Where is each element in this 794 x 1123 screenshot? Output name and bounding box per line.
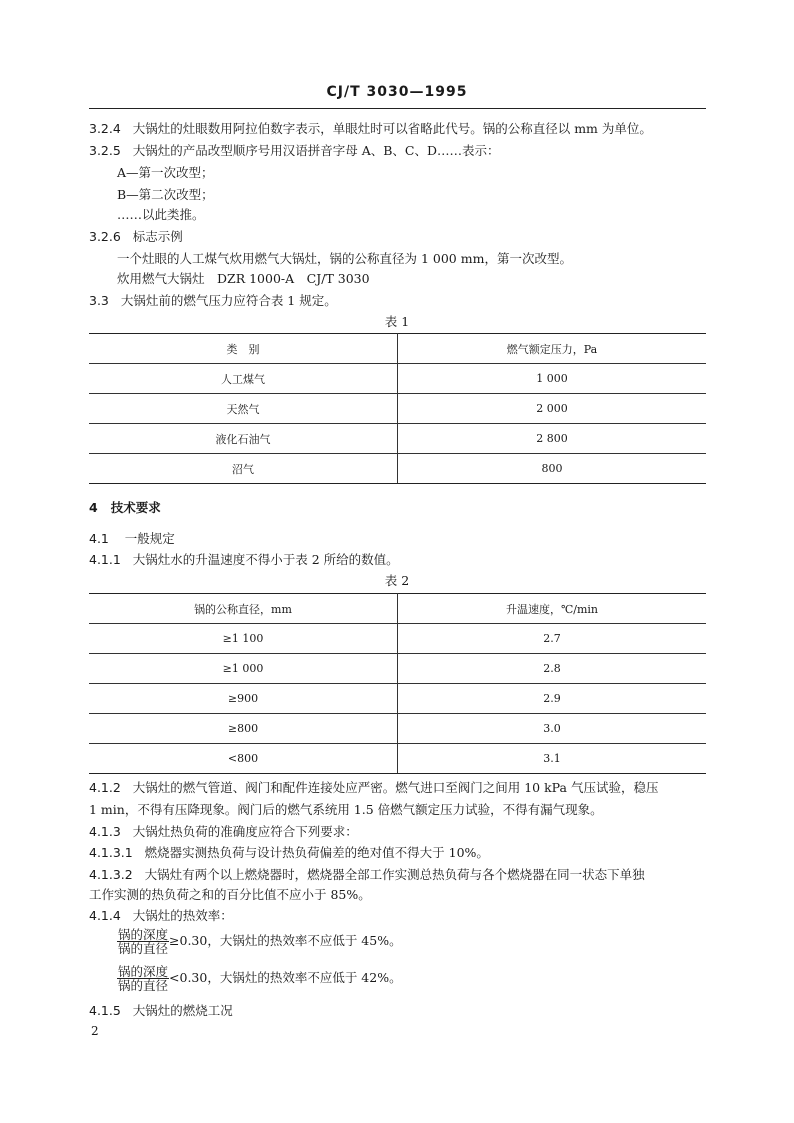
clause-4-1-3-2 bbox=[89, 866, 645, 884]
table-cell: ≥1 100 bbox=[89, 624, 398, 654]
clause-text: 大锅灶前的燃气压力应符合表 1 规定。 bbox=[120, 293, 337, 308]
column-header: 锅的公称直径，mm bbox=[89, 594, 398, 624]
clause-number: 4.1.3 bbox=[89, 824, 121, 839]
table-row bbox=[89, 744, 706, 774]
clause-4-1-2 bbox=[89, 779, 658, 797]
table-cell: <800 bbox=[89, 744, 398, 774]
clause-3-3 bbox=[89, 292, 337, 310]
column-header: 类 别 bbox=[89, 334, 398, 364]
table-1 bbox=[89, 333, 706, 484]
table-cell: 1 000 bbox=[398, 364, 707, 394]
table-row bbox=[89, 364, 706, 394]
header-rule bbox=[89, 108, 706, 109]
table-cell: 沼气 bbox=[89, 454, 398, 484]
table-row bbox=[89, 624, 706, 654]
section-title: 技术要求 bbox=[110, 500, 161, 515]
clause-number: 4.1.3.1 bbox=[89, 845, 133, 860]
clause-4-1-5 bbox=[89, 1002, 233, 1020]
clause-3-2-4 bbox=[89, 120, 652, 138]
clause-title: 大锅灶的燃烧工况 bbox=[132, 1003, 233, 1018]
table-cell: 2 800 bbox=[398, 424, 707, 454]
table-row bbox=[89, 424, 706, 454]
efficiency-condition-1 bbox=[117, 928, 402, 955]
list-item: B—第二次改型； bbox=[117, 187, 214, 202]
table-cell: 800 bbox=[398, 454, 707, 484]
clause-number: 4.1.1 bbox=[89, 552, 121, 567]
depth-diameter-fraction bbox=[117, 928, 169, 955]
clause-number: 3.3 bbox=[89, 293, 109, 308]
efficiency-condition-2 bbox=[117, 965, 402, 992]
fraction-denominator: 锅的直径 bbox=[118, 978, 169, 993]
list-item: ……以此类推。 bbox=[117, 207, 205, 222]
clause-3-2-6 bbox=[89, 228, 183, 246]
clause-3-2-5 bbox=[89, 142, 500, 160]
clause-continuation: 工作实测的热负荷之和的百分比值不应小于 85%。 bbox=[89, 887, 371, 902]
table-1-caption: 表 1 bbox=[384, 314, 410, 329]
clause-number: 3.2.4 bbox=[89, 121, 121, 136]
clause-continuation: 1 min，不得有压降现象。阀门后的燃气系统用 1.5 倍燃气额定压力试验，不得有漏气现象。 bbox=[89, 802, 603, 817]
table-header-row bbox=[89, 334, 706, 364]
clause-4-1-4 bbox=[89, 907, 233, 925]
table-cell: 3.1 bbox=[398, 744, 707, 774]
table-row bbox=[89, 684, 706, 714]
clause-number: 3.2.5 bbox=[89, 143, 121, 158]
table-cell: ≥800 bbox=[89, 714, 398, 744]
table-row bbox=[89, 454, 706, 484]
table-header-row bbox=[89, 594, 706, 624]
clause-text: 大锅灶的产品改型顺序号用汉语拼音字母 A、B、C、D……表示： bbox=[132, 143, 500, 158]
fraction-numerator: 锅的深度 bbox=[118, 964, 169, 979]
clause-4-1-3 bbox=[89, 823, 358, 841]
list-item: A—第一次改型； bbox=[117, 165, 214, 180]
table-cell: 3.0 bbox=[398, 714, 707, 744]
table-cell: ≥1 000 bbox=[89, 654, 398, 684]
clause-number: 4.1.5 bbox=[89, 1003, 121, 1018]
table-2-caption: 表 2 bbox=[384, 573, 410, 588]
table-cell: ≥900 bbox=[89, 684, 398, 714]
table-cell: 人工煤气 bbox=[89, 364, 398, 394]
fraction-numerator: 锅的深度 bbox=[118, 927, 169, 942]
clause-text: 大锅灶水的升温速度不得小于表 2 所给的数值。 bbox=[132, 552, 399, 567]
clause-4-1 bbox=[89, 530, 175, 548]
clause-text: 大锅灶热负荷的准确度应符合下列要求： bbox=[132, 824, 358, 839]
clause-number: 3.2.6 bbox=[89, 229, 121, 244]
clause-title: 标志示例 bbox=[132, 229, 183, 244]
depth-diameter-fraction bbox=[117, 965, 169, 992]
table-cell: 2.8 bbox=[398, 654, 707, 684]
table-row bbox=[89, 394, 706, 424]
clause-4-1-3-1 bbox=[89, 844, 489, 862]
table-cell: 2 000 bbox=[398, 394, 707, 424]
table-cell: 2.9 bbox=[398, 684, 707, 714]
table-2 bbox=[89, 593, 706, 774]
condition-text: <0.30，大锅灶的热效率不应低于 42%。 bbox=[169, 970, 402, 985]
clause-number: 4.1.2 bbox=[89, 780, 121, 795]
page-number: 2 bbox=[91, 1024, 99, 1038]
column-header: 升温速度，℃/min bbox=[398, 594, 707, 624]
column-header: 燃气额定压力，Pa bbox=[398, 334, 707, 364]
table-cell: 2.7 bbox=[398, 624, 707, 654]
clause-text: 大锅灶的灶眼数用阿拉伯数字表示，单眼灶时可以省略此代号。锅的公称直径以 mm 为单位。 bbox=[132, 121, 652, 136]
clause-4-1-1 bbox=[89, 551, 399, 569]
table-row bbox=[89, 714, 706, 744]
marking-example: 炊用燃气大锅灶 DZR 1000-A CJ/T 3030 bbox=[117, 271, 370, 286]
clause-text: 大锅灶的燃气管道、阀门和配件连接处应严密。燃气进口至阀门之间用 10 kPa 气压试验，稳压 bbox=[132, 780, 659, 795]
section-number: 4 bbox=[89, 500, 98, 515]
clause-number: 4.1.3.2 bbox=[89, 867, 133, 882]
clause-number: 4.1 bbox=[89, 531, 109, 546]
table-cell: 液化石油气 bbox=[89, 424, 398, 454]
example-text: 一个灶眼的人工煤气炊用燃气大锅灶，锅的公称直径为 1 000 mm，第一次改型。 bbox=[117, 251, 572, 266]
section-4-heading bbox=[89, 499, 161, 517]
clause-text: 大锅灶有两个以上燃烧器时，燃烧器全部工作实测总热负荷与各个燃烧器在同一状态下单独 bbox=[144, 867, 645, 882]
clause-title: 一般规定 bbox=[124, 531, 175, 546]
condition-text: ≥0.30，大锅灶的热效率不应低于 45%。 bbox=[169, 933, 402, 948]
clause-title: 大锅灶的热效率： bbox=[132, 908, 233, 923]
table-cell: 天然气 bbox=[89, 394, 398, 424]
table-row bbox=[89, 654, 706, 684]
clause-number: 4.1.4 bbox=[89, 908, 121, 923]
standard-code-header: CJ/T 3030—1995 bbox=[326, 84, 468, 100]
clause-text: 燃烧器实测热负荷与设计热负荷偏差的绝对值不得大于 10%。 bbox=[144, 845, 489, 860]
fraction-denominator: 锅的直径 bbox=[118, 941, 169, 956]
